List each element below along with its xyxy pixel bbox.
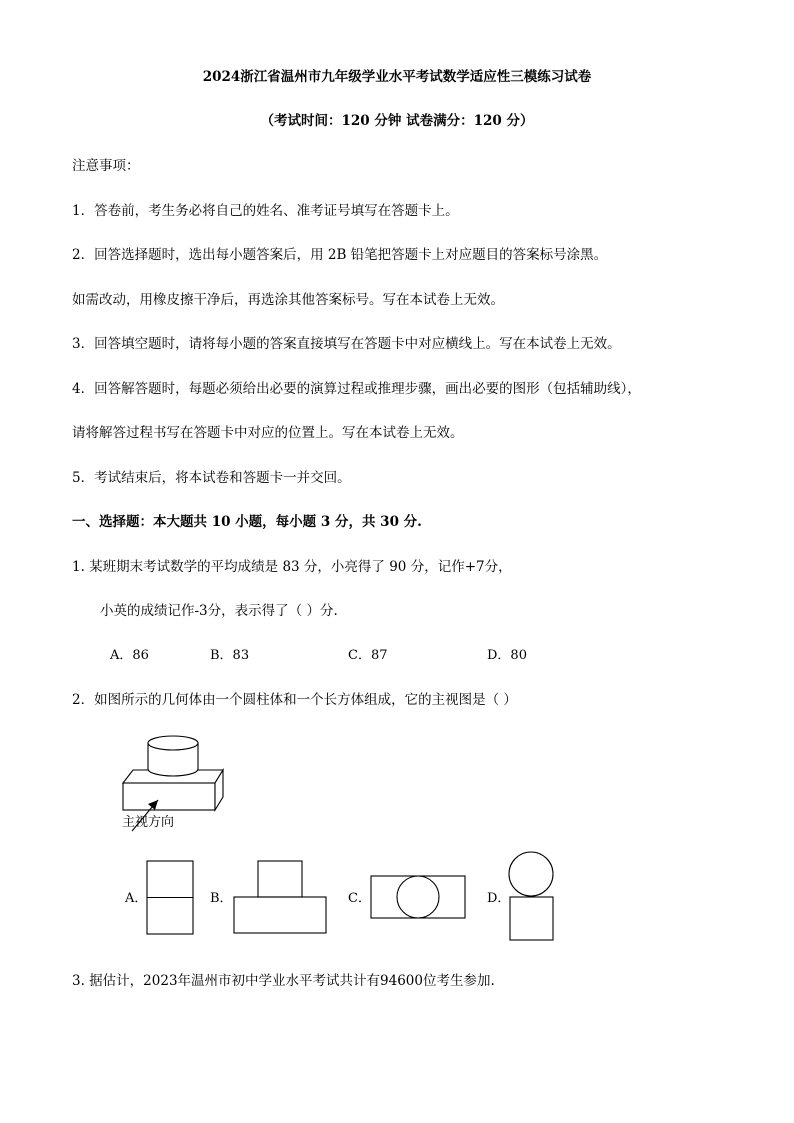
option-a-figure: [146, 860, 196, 936]
question-1-line-2: 小英的成绩记作-3分，表示得了（ ）分.: [100, 603, 338, 619]
notice-item-5: 5．考试结束后，将本试卷和答题卡一并交回。: [72, 470, 351, 486]
notice-item-4: 4．回答解答题时，每题必须给出必要的演算过程或推理步骤，画出必要的图形（包括辅助线），: [72, 381, 641, 397]
question-1-option-a: A．86: [110, 648, 149, 663]
question-2-option-d-label: D．: [487, 891, 511, 906]
notice-item-2: 2．回答选择题时，选出每小题答案后，用 2B 铅笔把答题卡上对应题目的答案标号涂黑。: [72, 247, 608, 263]
question-2-option-b-label: B．: [210, 891, 233, 906]
question-2-option-c-label: C．: [348, 891, 371, 906]
section-heading-choice: 一、选择题：本大题共 10 小题，每小题 3 分，共 30 分.: [72, 514, 422, 530]
notice-item-3: 3．回答填空题时，请将每小题的答案直接填写在答题卡中对应横线上。写在本试卷上无效。: [72, 336, 621, 352]
option-c-figure: [370, 875, 468, 921]
notice-heading: 注意事项：: [72, 158, 140, 174]
question-1-line-1: 1. 某班期末考试数学的平均成绩是 83 分，小亮得了 90 分，记作+7分，: [72, 559, 512, 575]
question-1-option-d: D．80: [487, 648, 527, 663]
exam-title: 2024浙江省温州市九年级学业水平考试数学适应性三模练习试卷: [202, 69, 592, 85]
notice-item-4-cont: 请将解答过程书写在答题卡中对应的位置上。写在本试卷上无效。: [72, 425, 464, 441]
cylinder-top: [148, 736, 198, 750]
question-1-option-c: C．87: [348, 648, 388, 663]
question-2-text: 2．如图所示的几何体由一个圆柱体和一个长方体组成，它的主视图是（ ）: [72, 692, 517, 708]
exam-subtitle: （考试时间：120 分钟 试卷满分：120 分）: [260, 113, 534, 129]
question-2-option-a-label: A．: [125, 891, 148, 906]
question-3-text: 3. 据估计，2023年温州市初中学业水平考试共计有94600位考生参加.: [72, 973, 495, 989]
option-b-figure: [233, 860, 329, 936]
notice-item-2-cont: 如需改动，用橡皮擦干净后，再选涂其他答案标号。写在本试卷上无效。: [72, 292, 504, 308]
notice-item-1: 1．答卷前，考生务必将自己的姓名、准考证号填写在答题卡上。: [72, 203, 459, 219]
option-d-figure: [507, 851, 557, 943]
question-1-option-b: B．83: [210, 648, 250, 663]
figure-label: 主视方向: [122, 815, 175, 830]
cuboid-front-face: [123, 783, 215, 810]
